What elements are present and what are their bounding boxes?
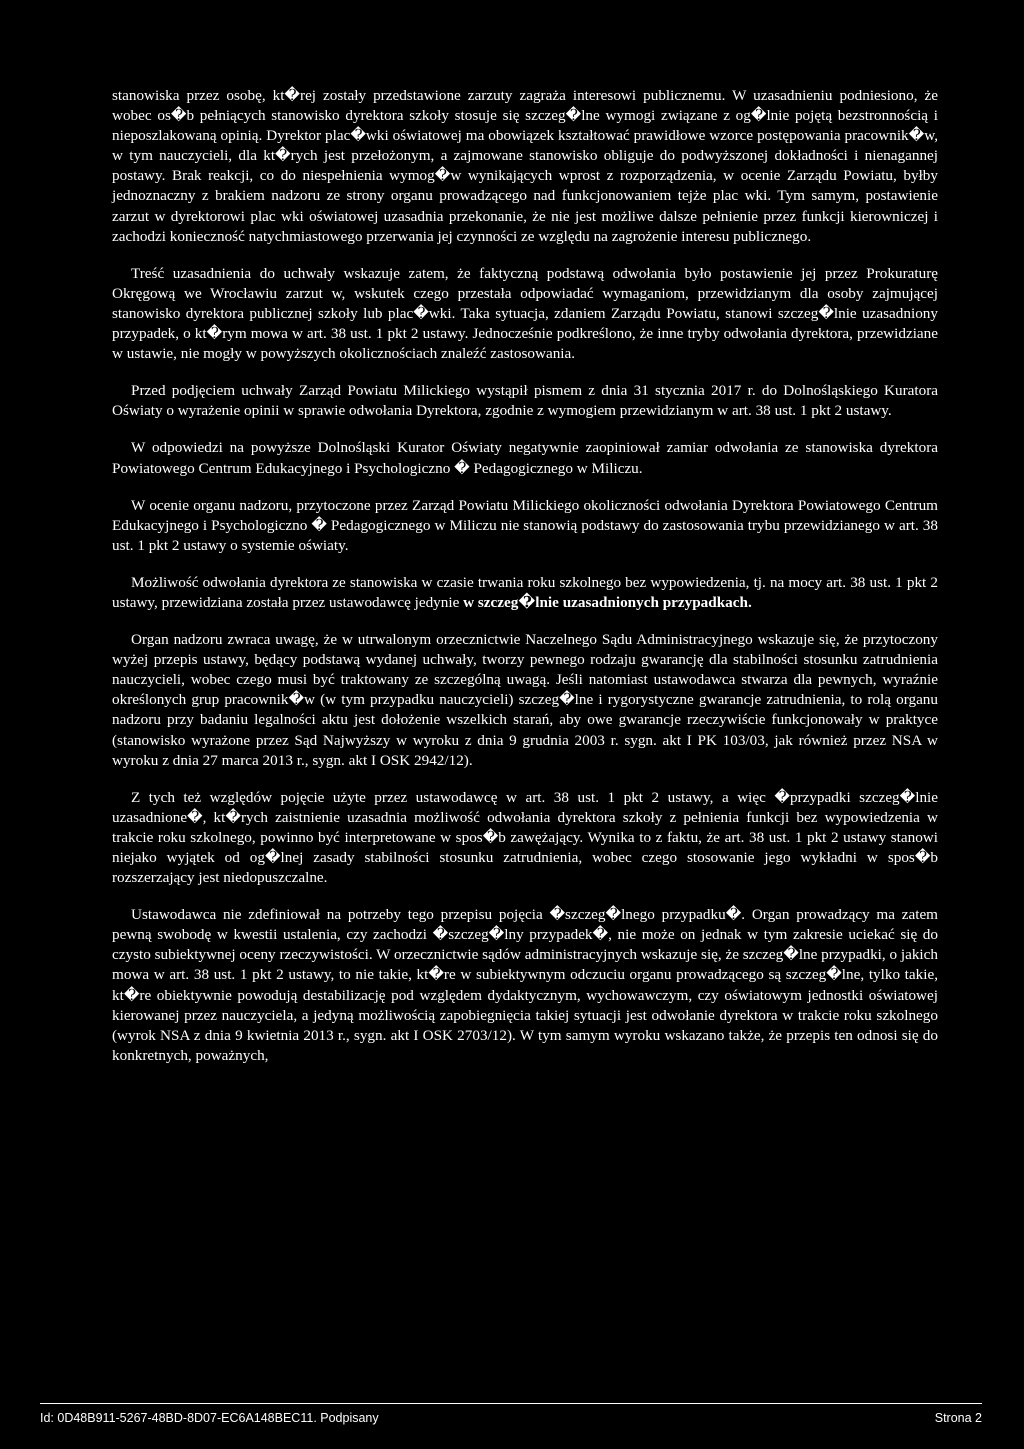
page-number: Strona 2 xyxy=(934,1411,982,1425)
paragraph-6-bold: w szczeg�lnie uzasadnionych przypadkach. xyxy=(463,593,752,611)
document-body xyxy=(112,86,938,1066)
paragraph-2: Treść uzasadnienia do uchwały wskazuje zatem, że faktyczną podstawą odwołania było postawienie jej przez Prokuraturę Okręgową we Wrocławiu zarzut w, wskutek czego przestała odpowiadać wymaganiom, przewidzianym dla osoby zajmującej stanowisko dyrektora publicznej szkoły lub plac�wki. Taka sytuacja, zdaniem Zarządu Powiatu, stanowi szczeg�lnie uzasadniony przypadek, o kt�rym mowa w art. 38 ust. 1 pkt 2 ustawy. Jednocześnie podkreślono, że inne tryby odwołania dyrektora, przewidziane w ustawie, nie mogły w powyższych okolicznościach znaleźć zastosowania. xyxy=(112,264,938,363)
paragraph-6 xyxy=(112,573,938,613)
paragraph-7: Organ nadzoru zwraca uwagę, że w utrwalonym orzecznictwie Naczelnego Sądu Administracyjnego wskazuje się, że przytoczony wyżej przepis ustawy, będący podstawą wydanej uchwały, tworzy pewnego rodzaju gwarancję dla stabilności stosunku zatrudnienia nauczycieli, wobec czego musi być traktowany ze szczególną uwagą. Jeśli natomiast ustawodawca stwarza dla pewnych, wyraźnie określonych grup pracownik�w (w tym przypadku nauczycieli) szczeg�lne i rygorystyczne gwarancje zatrudnienia, to rolą organu nadzoru przy badaniu legalności aktu jest dołożenie wszelkich starań, aby owe gwarancje rzeczywiście funkcjonowały w praktyce (stanowisko wyrażone przez Sąd Najwyższy w wyroku z dnia 9 grudnia 2003 r. sygn. akt I PK 103/03, jak również przez NSA w wyroku z dnia 27 marca 2013 r., sygn. akt I OSK 2942/12). xyxy=(112,631,938,769)
paragraph-9: Ustawodawca nie zdefiniował na potrzeby tego przepisu pojęcia �szczeg�lnego przypadku�. Organ prowadzący ma zatem pewną swobodę w kwestii ustalenia, czy zachodzi �szczeg�lny przypadek�, nie może on jednak w tym zakresie uciekać się do czysto subiektywnej oceny rzeczywistości. W orzecznictwie sądów administracyjnych wskazuje się, że szczeg�lne przypadki, o jakich mowa w art. 38 ust. 1 pkt 2 ustawy, to nie takie, kt�re w subiektywnym odczuciu organu prowadzącego są szczeg�lne, tylko takie, kt�re obiektywnie powodują destabilizację pod względem dydaktycznym, wychowawczym, czy oświatowym jednostki oświatowej kierowanej przez nauczyciela, a jedyną możliwością zapobiegnięcia takiej sytuacji jest odwołanie dyrektora w trakcie roku szkolnego (wyrok NSA z dnia 9 kwietnia 2013 r., sygn. akt I OSK 2703/12). W tym samym wyroku wskazano także, że przepis ten odnosi się do konkretnych, poważnych, xyxy=(112,906,938,1064)
paragraph-5: W ocenie organu nadzoru, przytoczone przez Zarząd Powiatu Milickiego okoliczności odwołania Dyrektora Powiatowego Centrum Edukacyjnego i Psychologiczno � Pedagogicznego w Miliczu nie stanowią podstawy do zastosowania trybu przewidzianego w art. 38 ust. 1 pkt 2 ustawy o systemie oświaty. xyxy=(112,496,938,554)
page-footer xyxy=(40,1410,982,1426)
paragraph-3: Przed podjęciem uchwały Zarząd Powiatu Milickiego wystąpił pismem z dnia 31 stycznia 2017 r. do Dolnośląskiego Kuratora Oświaty o wyrażenie opinii w sprawie odwołania Dyrektora, zgodnie z wymogiem przewidzianym w art. 38 ust. 1 pkt 2 ustawy. xyxy=(112,382,938,420)
paragraph-4: W odpowiedzi na powyższe Dolnośląski Kurator Oświaty negatywnie zaopiniował zamiar odwołania ze stanowiska dyrektora Powiatowego Centrum Edukacyjnego i Psychologiczno � Pedagogicznego w Miliczu. xyxy=(112,439,938,477)
document-id: Id: 0D48B911-5267-48BD-8D07-EC6A148BEC11. Podpisany xyxy=(40,1411,379,1425)
paragraph-8: Z tych też względów pojęcie użyte przez ustawodawcę w art. 38 ust. 1 pkt 2 ustawy, a więc �przypadki szczeg�lnie uzasadnione�, kt�rych zaistnienie uzasadnia możliwość odwołania dyrektora szkoły z pełnienia funkcji bez wypowiedzenia w trakcie roku szkolnego, powinno być interpretowane w spos�b zawężający. Wynika to z faktu, że art. 38 ust. 1 pkt 2 ustawy stanowi niejako wyjątek od og�lnej zasady stabilności stosunku zatrudnienia, wobec czego stosowanie jego wykładni w spos�b rozszerzający jest niedopuszczalne. xyxy=(112,788,938,887)
paragraph-6-text: Możliwość odwołania dyrektora ze stanowiska w czasie trwania roku szkolnego bez wypowiedzenia, tj. na mocy art. 38 ust. 1 pkt 2 ustawy, przewidziana została przez ustawodawcę jedynie xyxy=(112,573,938,611)
paragraph-1: stanowiska przez osobę, kt�rej zostały przedstawione zarzuty zagraża interesowi publicznemu. W uzasadnieniu podniesiono, że wobec os�b pełniących stanowisko dyrektora szkoły stosuje się szczeg�lne wymogi związane z og�lnie pojętą bezstronnością i nieposzlakowaną opinią. Dyrektor plac�wki oświatowej ma obowiązek kształtować prawidłowe wzorce postępowania pracownik�w, w tym nauczycieli, dla kt�rych jest przełożonym, a zajmowane stanowisko obliguje do podwyższonej dokładności i nienagannej postawy. Brak reakcji, co do niespełnienia wymog�w wynikających wprost z rozporządzenia, w ocenie Zarządu Powiatu, byłby jednoznaczny z brakiem nadzoru ze strony organu prowadzącego nad funkcjonowaniem tejże plac wki. Tym samym, postawienie zarzut w dyrektorowi plac wki oświatowej uzasadnia przekonanie, że nie jest możliwe dalsze pełnienie przez funkcji kierowniczej i zachodzi konieczność natychmiastowego przerwania jej czynności ze względu na zagrożenie interesu publicznego. xyxy=(112,87,938,245)
footer-divider xyxy=(40,1403,982,1404)
